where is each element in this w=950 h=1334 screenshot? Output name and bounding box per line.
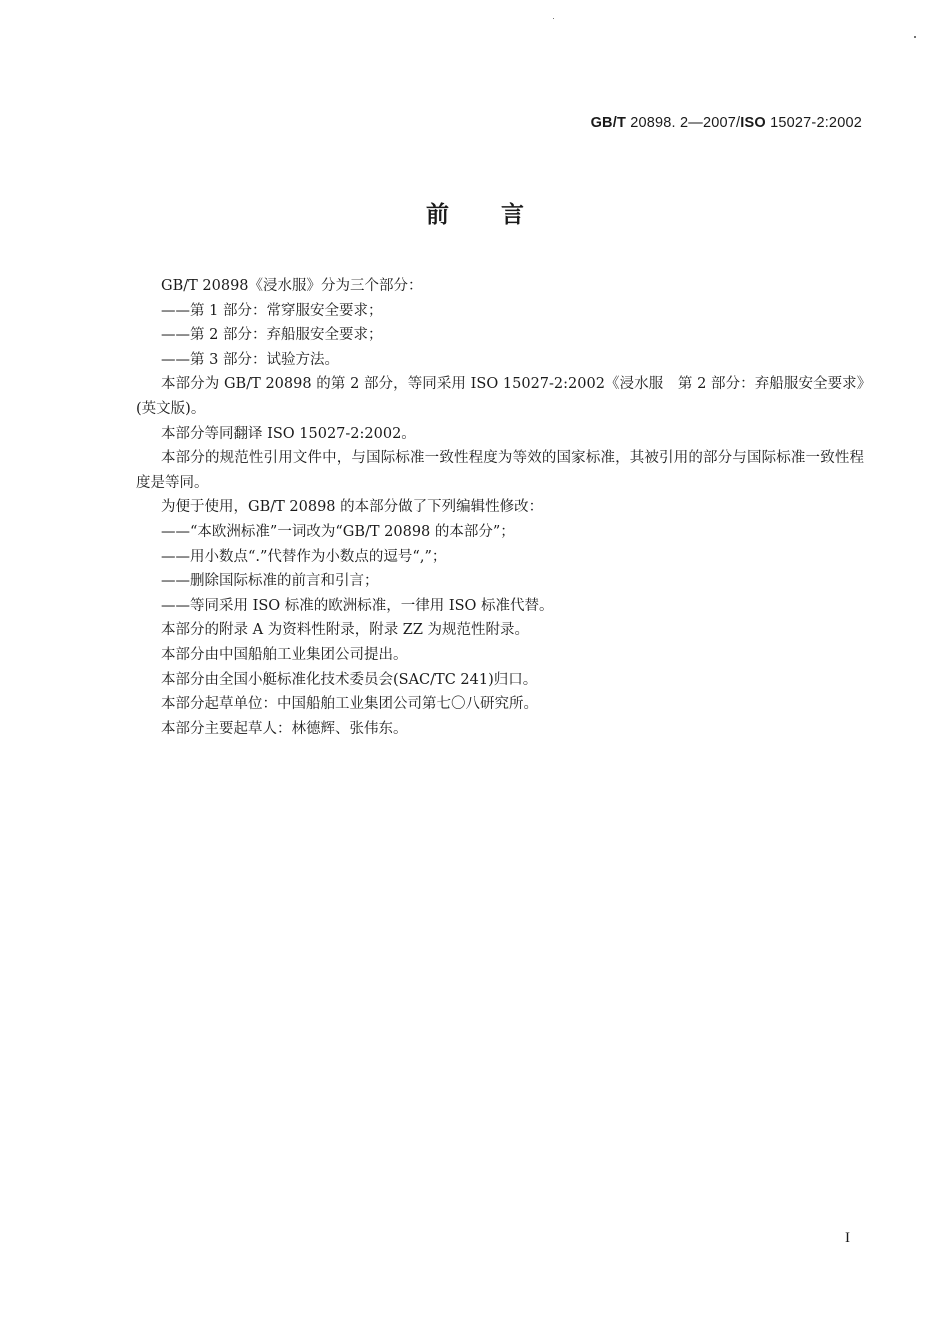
list-item-part-1: ——第 1 部分：常穿服安全要求； xyxy=(161,302,383,319)
list-item-change-1: ——“本欧洲标准”一词改为“GB/T 20898 的本部分”； xyxy=(161,523,515,540)
standard-code-header xyxy=(591,115,862,131)
paragraph-proposed-by: 本部分由中国船舶工业集团公司提出。 xyxy=(161,646,408,663)
standard-code-suffix: 15027-2:2002 xyxy=(765,115,862,131)
paragraph-drafters: 本部分主要起草人：林德辉、张伟东。 xyxy=(161,720,408,737)
list-item-part-3: ——第 3 部分：试验方法。 xyxy=(161,351,339,368)
page-title: 前言 xyxy=(426,202,576,228)
paragraph-adoption: 本部分为 GB/T 20898 的第 2 部分，等同采用 ISO 15027-2:2002《浸水服 第 2 部分：弃船服安全要求》(英文版)。 xyxy=(136,376,864,417)
standard-code-iso: ISO xyxy=(740,115,766,131)
foreword-body xyxy=(136,274,864,741)
paragraph-normative-references: 本部分的规范性引用文件中，与国际标准一致性程度为等效的国家标准，其被引用的部分与国际标准一致性程度是等同。 xyxy=(136,450,864,491)
list-item-change-4: ——等同采用 ISO 标准的欧洲标准，一律用 ISO 标准代替。 xyxy=(161,597,554,614)
scan-speck xyxy=(553,18,554,19)
paragraph-centralized-by: 本部分由全国小艇标准化技术委员会(SAC/TC 241)归口。 xyxy=(161,671,538,688)
list-item-change-3: ——删除国际标准的前言和引言； xyxy=(161,573,379,590)
paragraph-parts-intro: GB/T 20898《浸水服》分为三个部分： xyxy=(161,278,423,294)
standard-code-mid: 20898. 2—2007/ xyxy=(626,115,741,131)
list-item-change-2: ——用小数点“.”代替作为小数点的逗号“,”； xyxy=(161,548,447,565)
paragraph-annexes: 本部分的附录 A 为资料性附录，附录 ZZ 为规范性附录。 xyxy=(161,622,530,639)
paragraph-drafting-unit: 本部分起草单位：中国船舶工业集团公司第七〇八研究所。 xyxy=(161,696,538,713)
paragraph-editorial-changes: 为便于使用，GB/T 20898 的本部分做了下列编辑性修改： xyxy=(161,499,544,516)
page-number: I xyxy=(845,1230,850,1246)
paragraph-translation: 本部分等同翻译 ISO 15027-2:2002。 xyxy=(161,425,416,442)
scan-speck xyxy=(914,36,916,38)
list-item-part-2: ——第 2 部分：弃船服安全要求； xyxy=(161,327,383,344)
standard-code-prefix: GB/T xyxy=(590,115,626,131)
